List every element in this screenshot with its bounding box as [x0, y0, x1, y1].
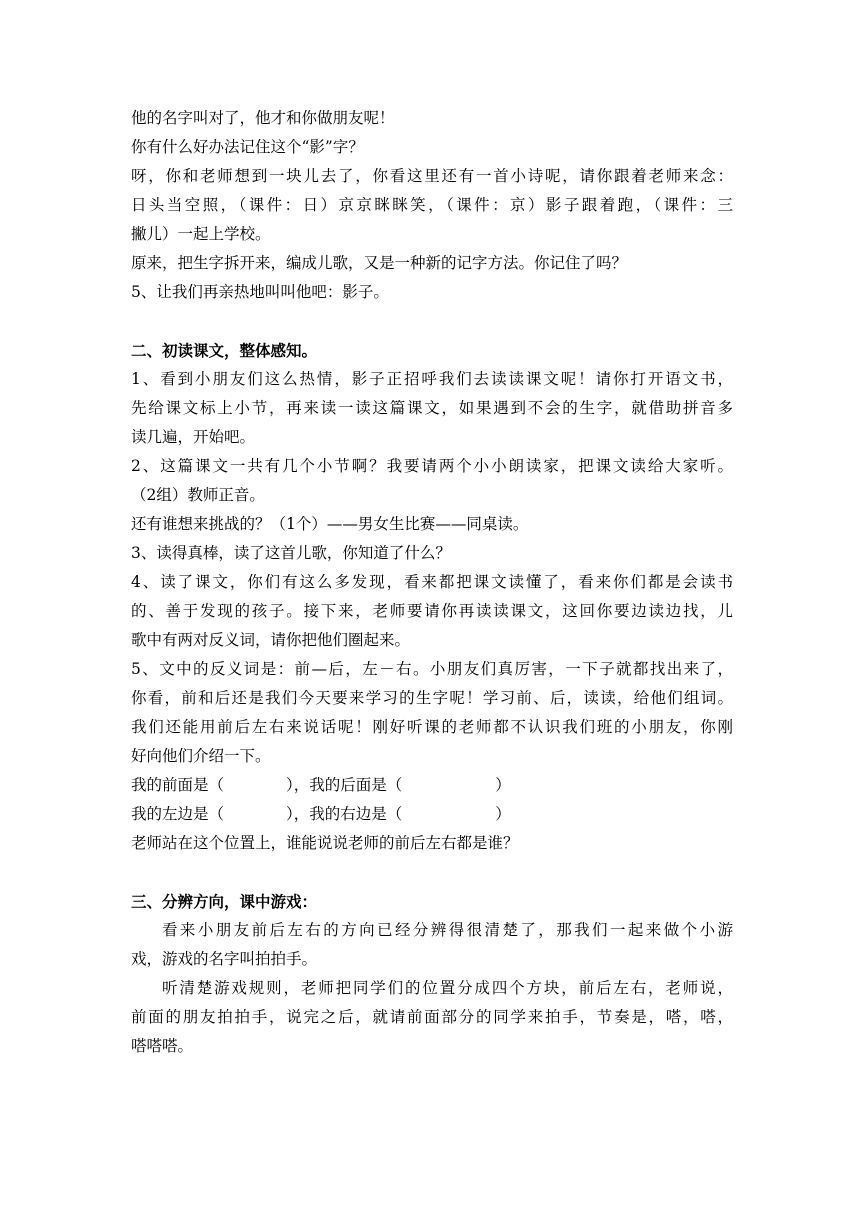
paragraph-line: 4、读了课文，你们有这么多发现，看来都把课文读懂了，看来你们都是会读书 [131, 573, 733, 591]
paragraph-line: 好向他们介绍一下。 [131, 747, 271, 765]
paragraph-spacer [131, 307, 733, 336]
paragraph-line: 我们还能用前后左右来说话呢！刚好听课的老师都不认识我们班的小朋友，你刚 [131, 718, 733, 736]
paragraph-line: （2组）教师正音。 [131, 486, 265, 504]
paragraph-line: 2、这篇课文一共有几个小节啊？我要请两个小小朗读家，把课文读给大家听。 [131, 457, 733, 475]
paragraph-line: 看来小朋友前后左右的方向已经分辨得很清楚了，那我们一起来做个小游 [162, 921, 733, 939]
paragraph-line: 老师站在这个位置上，谁能说说老师的前后左右都是谁？ [131, 834, 519, 852]
paragraph-line: 的、善于发现的孩子。接下来，老师要请你再读读课文，这回你要边读边找，儿 [131, 602, 733, 620]
paragraph-line: 5、文中的反义词是：前—后，左－右。小朋友们真厉害，一下子就都找出来了， [131, 660, 733, 678]
paragraph-line: 1、看到小朋友们这么热情，影子正招呼我们去读读课文呢！请你打开语文书， [131, 370, 733, 388]
paragraph-line: 戏，游戏的名字叫拍拍手。 [131, 950, 318, 968]
paragraph-line: 5、让我们再亲热地叫叫他吧：影子。 [131, 283, 389, 301]
paragraph-spacer [131, 858, 733, 887]
paragraph-line: 先给课文标上小节，再来读一读这篇课文，如果遇到不会的生字，就借助拼音多 [131, 399, 733, 417]
paragraph-line: 日头当空照，（课件：日）京京眯眯笑，（课件：京）影子跟着跑，（课件：三 [131, 196, 733, 214]
document-page [131, 104, 733, 1061]
paragraph-line: 3、读得真棒，读了这首儿歌，你知道了什么？ [131, 544, 451, 562]
fill-in-blank-line: 我的前面是（ ），我的后面是（ ） [131, 776, 511, 794]
paragraph-line: 你看，前和后还是我们今天要来学习的生字呢！学习前、后，读读，给他们组词。 [131, 689, 733, 707]
paragraph-line: 前面的朋友拍拍手，说完之后，就请前面部分的同学来拍手，节奏是，嗒，嗒， [131, 1008, 733, 1026]
paragraph-line: 歌中有两对反义词，请你把他们圈起来。 [131, 631, 411, 649]
paragraph-line: 听清楚游戏规则，老师把同学们的位置分成四个方块，前后左右，老师说， [162, 979, 733, 997]
section-heading: 二、初读课文，整体感知。 [131, 341, 318, 360]
fill-in-blank-line: 我的左边是（ ），我的右边是（ ） [131, 805, 511, 823]
section-heading: 三、分辨方向，课中游戏： [131, 892, 318, 911]
paragraph-line: 还有谁想来挑战的？（1个）——男女生比赛——同桌读。 [131, 515, 529, 533]
paragraph-line: 他的名字叫对了，他才和你做朋友呢！ [131, 109, 395, 127]
paragraph-line: 你有什么好办法记住这个“影”字？ [131, 138, 364, 156]
paragraph-line: 嗒嗒嗒。 [131, 1037, 194, 1055]
paragraph-line: 读几遍，开始吧。 [131, 428, 256, 446]
paragraph-line: 呀，你和老师想到一块儿去了，你看这里还有一首小诗呢，请你跟着老师来念： [131, 167, 733, 185]
paragraph-line: 原来，把生字拆开来，编成儿歌，又是一种新的记字方法。你记住了吗？ [131, 254, 628, 272]
paragraph-line: 撇儿）一起上学校。 [131, 225, 271, 243]
